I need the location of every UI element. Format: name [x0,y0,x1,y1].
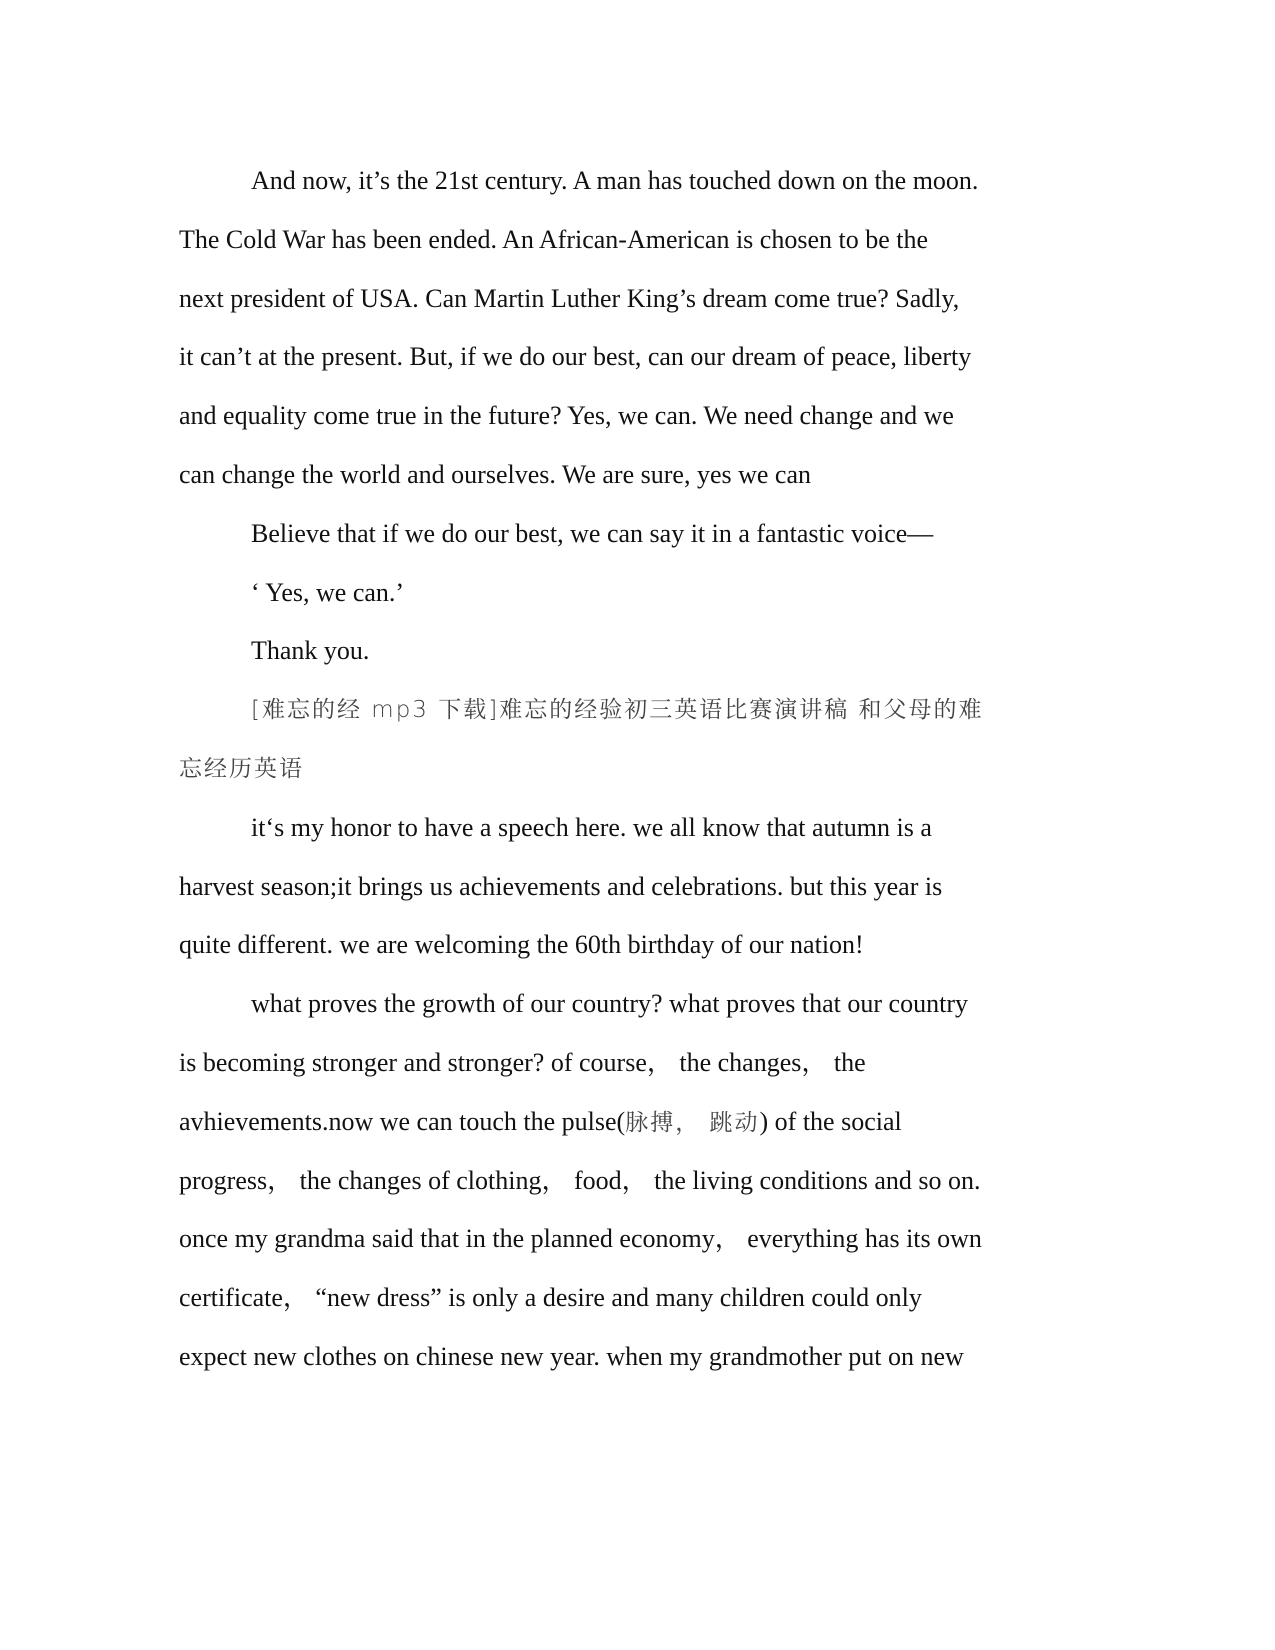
paragraph-line: And now, it’s the 21st century. A man has touched down on the moon. [251,166,979,195]
paragraph-line: The Cold War has been ended. An African-American is chosen to be the [179,224,929,254]
paragraph-line: Believe that if we do our best, we can say it in a fantastic voice— [251,518,934,548]
paragraph-line: can change the world and ourselves. We are sure, yes we can [179,459,811,489]
paragraph-line: certificate， “new dress” is only a desire and many children could only [179,1283,922,1313]
paragraph-line: and equality come true in the future? Yes, we can. We need change and we [179,401,954,431]
paragraph-line: it can’t at the present. But, if we do our best, can our dream of peace, liberty [179,342,972,372]
paragraph-line: once my grandma said that in the planned economy， everything has its own [179,1224,982,1254]
section-title-line: [难忘的经 mp3 下载]难忘的经验初三英语比赛演讲稿 和父母的难 [251,697,984,724]
section-title-line: 忘经历英语 [179,755,304,782]
paragraph-line [179,1093,1059,1152]
paragraph-line: next president of USA. Can Martin Luther King’s dream come true? Sadly, [179,283,960,313]
paragraph-line: Thank you. [251,636,370,666]
cjk-annotation: 脉搏， 跳动 [625,1109,760,1136]
paragraph-line: it‘s my honor to have a speech here. we all know that autumn is a [251,812,932,842]
text-run: avhievements.now we can touch the pulse( [179,1106,626,1136]
text-run: ) of the social [759,1106,902,1136]
paragraph-line: quite different. we are welcoming the 60th birthday of our nation! [179,930,864,960]
document-page [179,152,1059,1387]
paragraph-line: what proves the growth of our country? what proves that our country [251,989,968,1019]
paragraph-line: is becoming stronger and stronger? of course， the changes， the [179,1047,866,1077]
paragraph-line: progress， the changes of clothing， food， the living conditions and so on. [179,1165,981,1195]
paragraph-line: harvest season;it brings us achievements and celebrations. but this year is [179,871,943,901]
paragraph-line: expect new clothes on chinese new year. when my grandmother put on new [179,1341,964,1371]
paragraph-line: ‘ Yes, we can.’ [251,577,405,607]
